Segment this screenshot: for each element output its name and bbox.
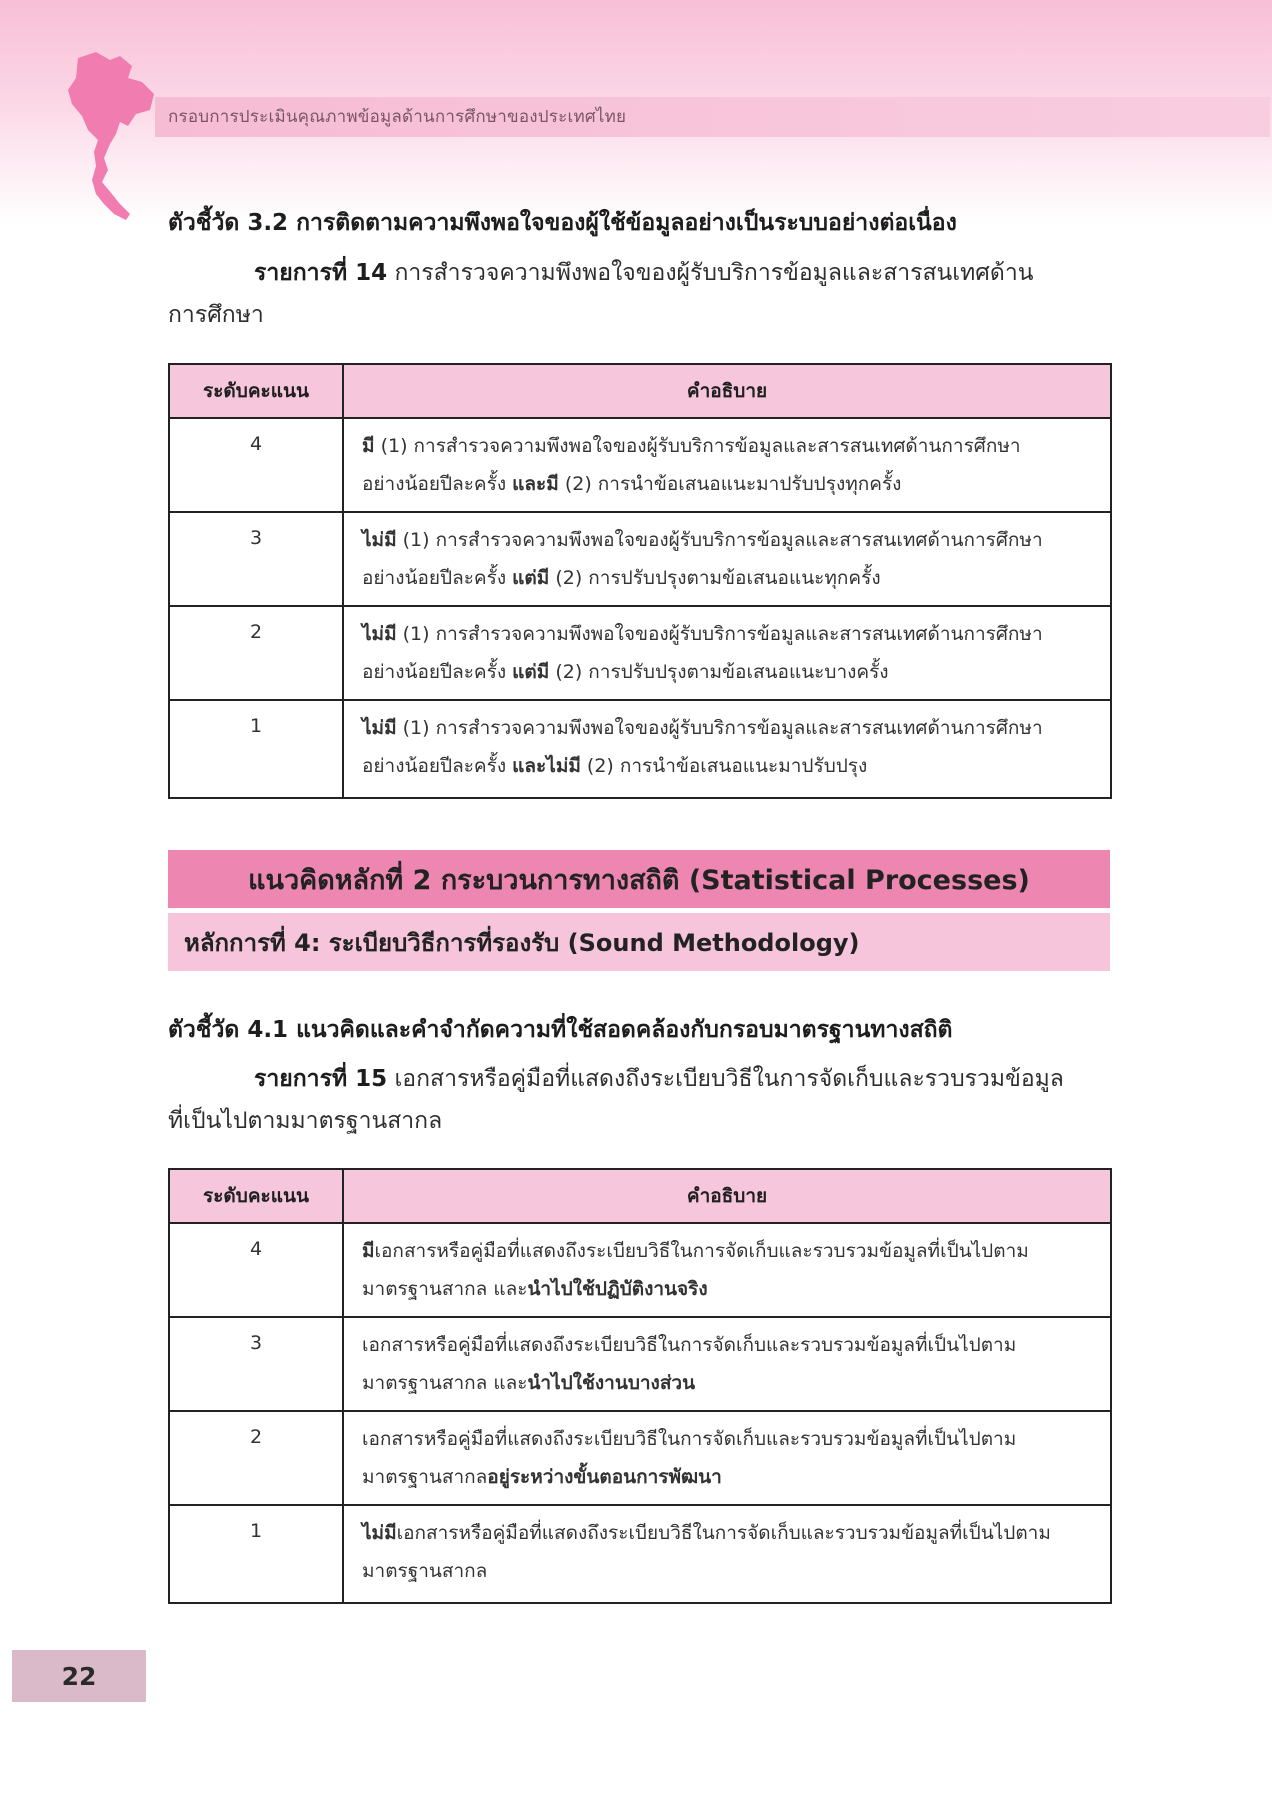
col-desc-header: คำอธิบาย — [343, 364, 1111, 418]
table-row — [169, 1317, 1111, 1411]
table-row — [169, 512, 1111, 606]
col-score-header: ระดับคะแนน — [169, 1169, 343, 1223]
score-cell: 1 — [169, 1505, 343, 1603]
indicator-4-1-heading: ตัวชี้วัด 4.1 แนวคิดและคำจำกัดความที่ใช้สอดคล้องกับกรอบมาตรฐานทางสถิติ — [168, 1017, 953, 1043]
table-row — [169, 1223, 1111, 1317]
item-14-text-2: การศึกษา — [168, 302, 264, 328]
concept-banner: แนวคิดหลักที่ 2 กระบวนการทางสถิติ (Statistical Processes) — [168, 850, 1110, 908]
item-15-label: รายการที่ 15 — [254, 1066, 388, 1092]
page-number: 22 — [12, 1650, 146, 1702]
item-14-text-1: การสำรวจความพึงพอใจของผู้รับบริการข้อมูลและสารสนเทศด้าน — [394, 260, 1034, 286]
desc-cell: เอกสารหรือคู่มือที่แสดงถึงระเบียบวิธีในการจัดเก็บและรวบรวมข้อมูลที่เป็นไปตาม มาตรฐานสากลอยู่ระหว่างขั้นตอนการพัฒนา — [343, 1411, 1111, 1505]
table-row — [169, 1411, 1111, 1505]
table-header-row — [169, 1169, 1111, 1223]
rubric-table-item-15 — [168, 1168, 1112, 1604]
item-15-text-1: เอกสารหรือคู่มือที่แสดงถึงระเบียบวิธีในการจัดเก็บและรวบรวมข้อมูล — [394, 1066, 1064, 1092]
score-cell: 3 — [169, 512, 343, 606]
score-cell: 3 — [169, 1317, 343, 1411]
score-cell: 1 — [169, 700, 343, 798]
item-14-line-1 — [168, 252, 1108, 294]
indicator-3-2-heading: ตัวชี้วัด 3.2 การติดตามความพึงพอใจของผู้ใช้ข้อมูลอย่างเป็นระบบอย่างต่อเนื่อง — [168, 210, 957, 236]
score-cell: 4 — [169, 1223, 343, 1317]
col-desc-header: คำอธิบาย — [343, 1169, 1111, 1223]
col-score-header: ระดับคะแนน — [169, 364, 343, 418]
desc-cell: มีเอกสารหรือคู่มือที่แสดงถึงระเบียบวิธีในการจัดเก็บและรวบรวมข้อมูลที่เป็นไปตาม มาตรฐานสากล และนำไปใช้ปฏิบัติงานจริง — [343, 1223, 1111, 1317]
item-15-text-2: ที่เป็นไปตามมาตรฐานสากล — [168, 1108, 443, 1134]
table-row — [169, 606, 1111, 700]
score-cell: 2 — [169, 1411, 343, 1505]
desc-cell: มี (1) การสำรวจความพึงพอใจของผู้รับบริการข้อมูลและสารสนเทศด้านการศึกษา อย่างน้อยปีละครั้ง และมี (2) การนำข้อเสนอแนะมาปรับปรุงทุกครั้ง — [343, 418, 1111, 512]
desc-cell: ไม่มีเอกสารหรือคู่มือที่แสดงถึงระเบียบวิธีในการจัดเก็บและรวบรวมข้อมูลที่เป็นไปตาม มาตรฐานสากล — [343, 1505, 1111, 1603]
desc-cell: ไม่มี (1) การสำรวจความพึงพอใจของผู้รับบริการข้อมูลและสารสนเทศด้านการศึกษา อย่างน้อยปีละครั้ง แต่มี (2) การปรับปรุงตามข้อเสนอแนะบางครั้ง — [343, 606, 1111, 700]
principle-banner: หลักการที่ 4: ระเบียบวิธีการที่รองรับ (Sound Methodology) — [168, 913, 1110, 971]
item-15-line-1 — [168, 1058, 1108, 1100]
desc-cell: ไม่มี (1) การสำรวจความพึงพอใจของผู้รับบริการข้อมูลและสารสนเทศด้านการศึกษา อย่างน้อยปีละครั้ง และไม่มี (2) การนำข้อเสนอแนะมาปรับปรุง — [343, 700, 1111, 798]
score-cell: 4 — [169, 418, 343, 512]
table-row — [169, 1505, 1111, 1603]
table-row — [169, 418, 1111, 512]
desc-cell: ไม่มี (1) การสำรวจความพึงพอใจของผู้รับบริการข้อมูลและสารสนเทศด้านการศึกษา อย่างน้อยปีละครั้ง แต่มี (2) การปรับปรุงตามข้อเสนอแนะทุกครั้ง — [343, 512, 1111, 606]
table-header-row — [169, 364, 1111, 418]
score-cell: 2 — [169, 606, 343, 700]
rubric-table-item-14 — [168, 363, 1112, 799]
header-title: กรอบการประเมินคุณภาพข้อมูลด้านการศึกษาของประเทศไทย — [168, 107, 627, 127]
table-row — [169, 700, 1111, 798]
item-14-label: รายการที่ 14 — [254, 260, 388, 286]
desc-cell: เอกสารหรือคู่มือที่แสดงถึงระเบียบวิธีในการจัดเก็บและรวบรวมข้อมูลที่เป็นไปตาม มาตรฐานสากล และนำไปใช้งานบางส่วน — [343, 1317, 1111, 1411]
thailand-map-icon — [58, 48, 168, 228]
